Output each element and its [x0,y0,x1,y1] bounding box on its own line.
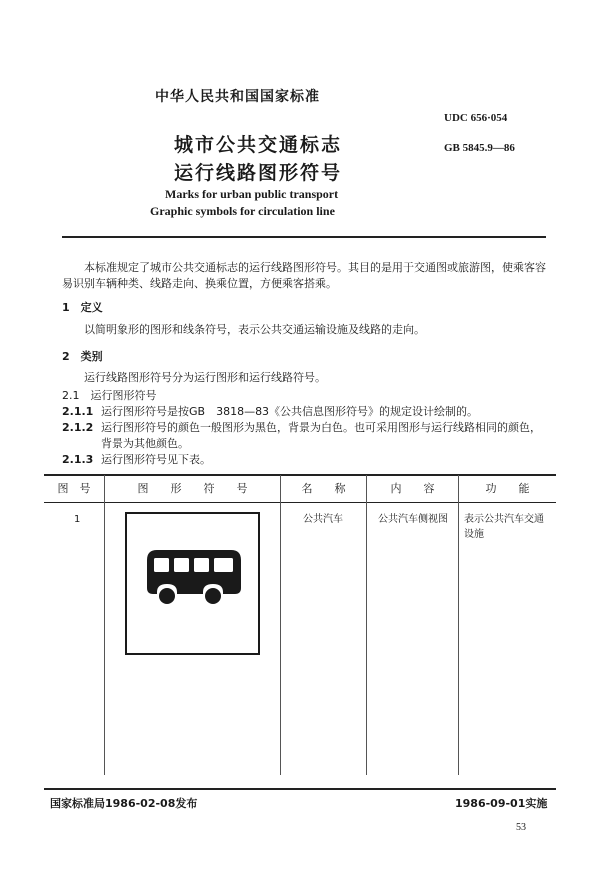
table-top-rule [44,474,556,476]
column-header-number: 图 号 [57,482,91,495]
column-header-symbol: 图 形 符 号 [137,482,248,495]
section-1-text: 以简明象形的图形和线条符号，表示公共交通运输设施及线路的走向。 [84,323,425,336]
footer-rule [44,788,556,790]
column-divider [280,475,281,775]
section-2-text: 运行线路图形符号分为运行图形和运行线路符号。 [84,371,326,384]
section-2-1-3-text: 运行图形符号见下表。 [101,453,211,466]
issue-date: 国家标准局1986-02-08发布 [50,797,198,810]
section-2-1-2-text: 运行图形符号的颜色一般图形为黑色，背景为白色。也可采用图形与运行线路相同的颜色，背景为其他颜色。 [101,421,541,450]
row-number: 1 [74,514,81,525]
table-header-rule [44,502,556,503]
section-2-heading: 2 类别 [62,350,103,363]
section-2-1-1-text: 运行图形符号是按GB 3818—83《公共信息图形符号》的规定设计绘制的。 [101,405,479,418]
symbol-function: 表示公共汽车交通设施 [464,514,544,540]
section-2-1-2-number: 2.1.2 [62,421,94,434]
column-divider [366,475,367,775]
title-en-line1: Marks for urban public transport [165,187,339,201]
title-en-line2: Graphic symbols for circulation line [150,204,335,218]
section-2-1-3-number: 2.1.3 [62,453,94,466]
header-rule [62,236,546,238]
symbol-frame [125,512,260,655]
udc-code: UDC 656·054 [444,112,508,124]
bus-icon [127,514,258,653]
section-1-heading: 1 定义 [62,301,103,314]
gb-code: GB 5845.9—86 [444,142,515,154]
section-2-1-1-number: 2.1.1 [62,405,94,418]
column-header-content: 内 容 [390,482,435,495]
symbol-content: 公共汽车侧视图 [378,514,448,525]
title-cn-line2: 运行线路图形符号 [174,162,343,184]
column-header-name: 名 称 [301,482,346,495]
column-divider [458,475,459,775]
effective-date: 1986-09-01实施 [455,797,548,810]
intro-paragraph: 本标准规定了城市公共交通标志的运行线路图形符号。其目的是用于交通图或旅游图，使乘客容易识别车辆种类、线路走向、换乘位置，方便乘客搭乘。 [62,261,546,290]
column-header-function: 功 能 [485,482,530,495]
page-number: 53 [516,822,526,833]
symbol-name: 公共汽车 [303,514,343,525]
section-2-1: 2.1 运行图形符号 [62,389,157,402]
title-cn-line1: 城市公共交通标志 [174,134,343,156]
column-divider [104,475,105,775]
country-standard-label: 中华人民共和国国家标准 [155,89,320,105]
